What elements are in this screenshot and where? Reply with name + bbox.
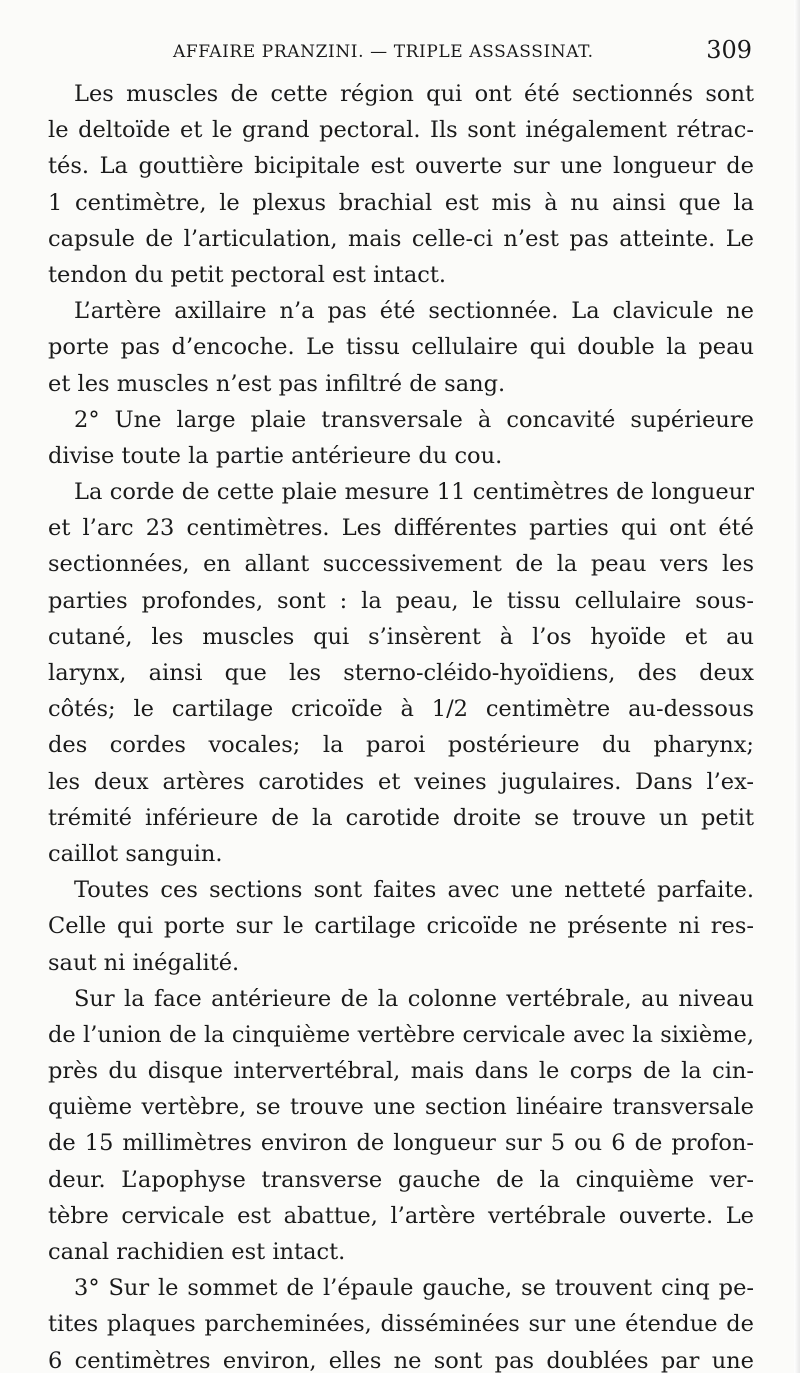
text-line: de l’union de la cinquième vertèbre cervicale avec la sixième, xyxy=(48,1021,754,1048)
text-line: capsule de l’articulation, mais celle-ci n’est pas atteinte. Le xyxy=(48,225,754,252)
text-line: sectionnées, en allant successivement de la peau vers les xyxy=(48,551,754,578)
text-line: parties profondes, sont : la peau, le tissu cellulaire sous- xyxy=(48,587,754,614)
page-edge-shadow xyxy=(794,0,800,1373)
text-line: tites plaques parcheminées, disséminées sur une étendue de xyxy=(48,1311,754,1338)
text-line: deur. L’apophyse transverse gauche de la cinquième ver- xyxy=(48,1166,754,1193)
text-line: 1 centimètre, le plexus brachial est mis à nu ainsi que la xyxy=(48,189,754,216)
text-line: tendon du petit pectoral est intact. xyxy=(48,261,447,288)
text-line: de 15 millimètres environ de longueur sur 5 ou 6 de profon- xyxy=(48,1130,754,1157)
text-line: canal rachidien est intact. xyxy=(48,1239,346,1265)
text-line: des cordes vocales; la paroi postérieure du pharynx; xyxy=(48,732,754,759)
running-head xyxy=(48,36,752,72)
text-line: L’artère axillaire n’a pas été sectionnée. La clavicule ne xyxy=(74,298,754,325)
text-line: tés. La gouttière bicipitale est ouverte sur une longueur de xyxy=(48,153,754,180)
text-line: tèbre cervicale est abattue, l’artère vertébrale ouverte. Le xyxy=(48,1202,754,1229)
text-line: 2° Une large plaie transversale à concavité supérieure xyxy=(74,406,754,433)
text-line: le deltoïde et le grand pectoral. Ils sont inégalement rétrac- xyxy=(48,117,754,144)
text-line: cutané, les muscles qui s’insèrent à l’os hyoïde et au xyxy=(48,623,754,650)
text-line: les deux artères carotides et veines jugulaires. Dans l’ex- xyxy=(48,768,754,795)
running-title: AFFAIRE PRANZINI. — TRIPLE ASSASSINAT. xyxy=(173,42,594,62)
text-line: trémité inférieure de la carotide droite se trouve un petit xyxy=(48,804,754,831)
text-line: Celle qui porte sur le cartilage cricoïde ne présente ni res- xyxy=(48,913,754,940)
text-line: porte pas d’encoche. Le tissu cellulaire qui double la peau xyxy=(48,334,754,361)
text-line: Toutes ces sections sont faites avec une netteté parfaite. xyxy=(74,877,754,904)
text-line: près du disque intervertébral, mais dans le corps de la cin- xyxy=(48,1058,754,1085)
page-number: 309 xyxy=(706,36,752,64)
text-line: et l’arc 23 centimètres. Les différentes parties qui ont été xyxy=(48,515,754,542)
text-line: caillot sanguin. xyxy=(48,840,223,867)
body-text xyxy=(48,76,754,1379)
text-line: Les muscles de cette région qui ont été sectionnés sont xyxy=(74,81,754,107)
text-line: 6 centimètres environ, elles ne sont pas doublées par une xyxy=(48,1347,754,1374)
text-line: saut ni inégalité. xyxy=(48,949,240,976)
text-line: quième vertèbre, se trouve une section linéaire transversale xyxy=(48,1094,754,1121)
text-line: côtés; le cartilage cricoïde à 1/2 centimètre au-dessous xyxy=(48,696,754,723)
text-line: divise toute la partie antérieure du cou. xyxy=(48,442,503,469)
text-line: et les muscles n’est pas infiltré de sang. xyxy=(48,370,506,397)
text-line: 3° Sur le sommet de l’épaule gauche, se trouvent cinq pe- xyxy=(74,1275,754,1302)
text-line: La corde de cette plaie mesure 11 centimètres de longueur xyxy=(74,479,754,506)
text-line: Sur la face antérieure de la colonne vertébrale, au niveau xyxy=(74,985,754,1012)
text-line: larynx, ainsi que les sterno-cléido-hyoïdiens, des deux xyxy=(48,660,754,686)
